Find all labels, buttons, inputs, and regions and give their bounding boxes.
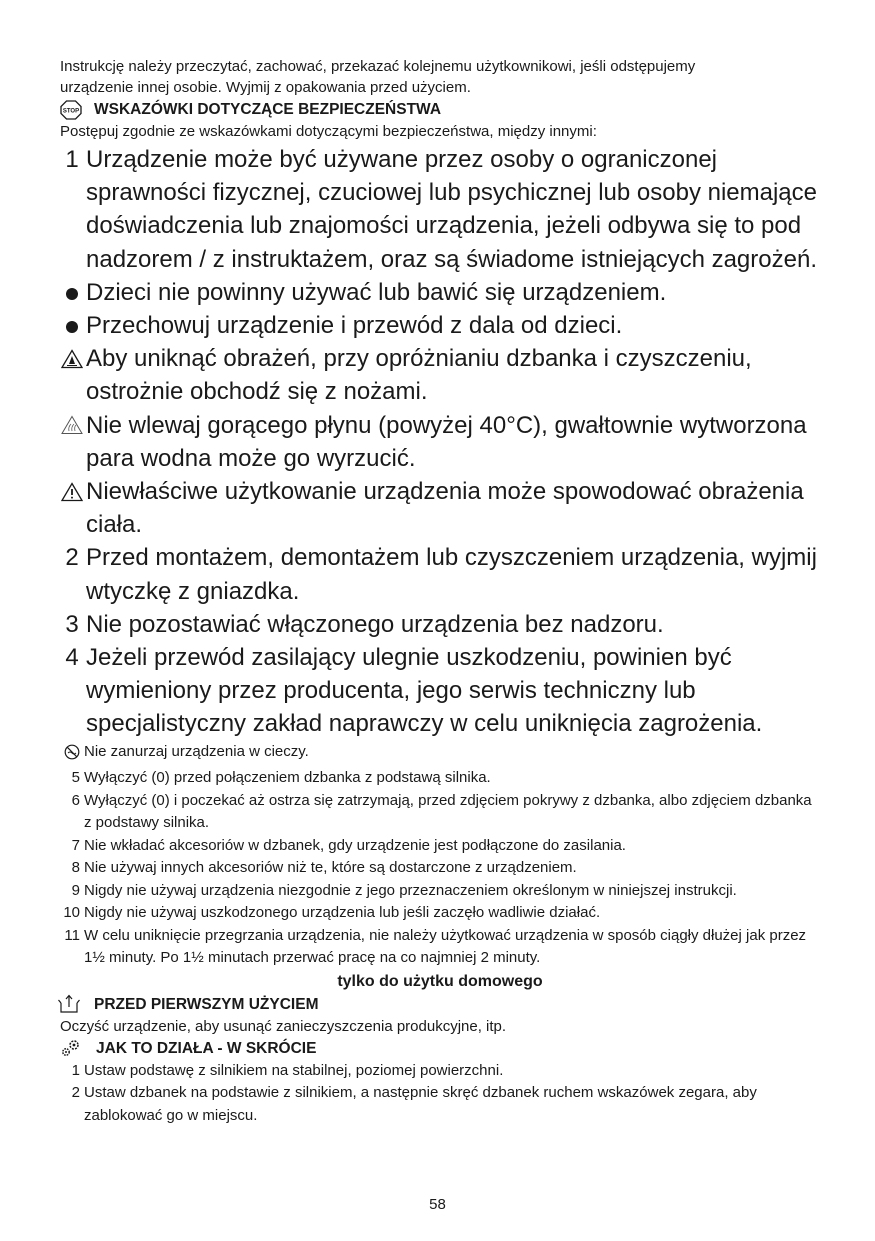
item-text: Nie zanurzaj urządzenia w cieczy. [84, 742, 309, 760]
list-item [60, 475, 820, 541]
list-item [60, 1082, 820, 1127]
item-text: Nie wkładać akcesoriów w dzbanek, gdy urządzenie jest podłączone do zasilania. [84, 836, 626, 854]
list-item [60, 309, 820, 342]
how-it-works-title: JAK TO DZIAŁA - W SKRÓCIE [96, 1039, 317, 1057]
item-text: Nigdy nie używaj urządzenia niezgodnie z jego przeznaczeniem określonym w niniejszej instrukcji. [84, 881, 737, 899]
item-text: Nie pozostawiać włączonego urządzenia bez nadzoru. [86, 610, 664, 638]
stop-icon [60, 100, 82, 120]
blade-warning-icon [60, 342, 84, 375]
item-text: Nie wlewaj gorącego płynu (powyżej 40°C), gwałtownie wytworzona para wodna może go wyrzucić. [86, 411, 807, 472]
list-item [60, 902, 820, 925]
list-item [60, 276, 820, 309]
list-item [60, 790, 820, 835]
no-immerse-icon [60, 741, 84, 768]
svg-text:STOP: STOP [62, 108, 80, 115]
list-item [60, 409, 820, 475]
list-item [60, 1060, 820, 1083]
gears-icon [60, 1038, 82, 1058]
item-number: 9 [71, 881, 80, 899]
item-number: 6 [71, 791, 80, 809]
item-text: Jeżeli przewód zasilający ulegnie uszkodzeniu, powinien być wymieniony przez producenta, jego serwis techniczny lub specjalistyczny zakład naprawczy w celu uniknięcia zagrożenia. [86, 644, 763, 738]
item-text: Ustaw dzbanek na podstawie z silnikiem, a następnie skręć dzbanek ruchem wskazówek zegara, aby zablokować go w miejscu. [84, 1084, 757, 1124]
hot-liquid-warning-icon [60, 409, 84, 442]
list-item [60, 541, 820, 607]
intro-line-1: Instrukcję należy przeczytać, zachować, przekazać kolejnemu użytkownikowi, jeśli odstępujemy [60, 58, 696, 75]
item-text: Wyłączyć (0) przed połączeniem dzbanka z podstawą silnika. [84, 769, 491, 787]
list-item [60, 143, 820, 276]
list-item [60, 857, 820, 880]
item-number: 1 [65, 146, 79, 173]
item-text: Przed montażem, demontażem lub czyszczeniem urządzenia, wyjmij wtyczkę z gniazdka. [86, 544, 817, 605]
before-first-use-text: Oczyść urządzenie, aby usunąć zanieczyszczenia produkcyjne, itp. [60, 1017, 507, 1035]
how-it-works-heading [60, 1037, 820, 1060]
manual-page [60, 56, 820, 1127]
unbox-icon [58, 994, 80, 1014]
item-number: 2 [65, 544, 79, 572]
item-text: Urządzenie może być używane przez osoby o ograniczonej sprawności fizycznej, czuciowej lub psychicznej lub osoby niemające doświadczenia lub znajomości urządzenia, jeżeli odbywa się to pod nadzorem / z instruktażem, oraz są świadome istniejących zagrożeń. [86, 146, 818, 273]
item-number: 2 [71, 1084, 80, 1102]
item-number: 4 [65, 644, 79, 672]
item-number: 1 [71, 1061, 80, 1079]
list-item [60, 741, 820, 768]
item-text: Ustaw podstawę z silnikiem na stabilnej, poziomej powierzchni. [84, 1061, 504, 1079]
before-first-use-heading [60, 993, 820, 1016]
bullet-icon [60, 276, 84, 309]
safety-title: WSKAZÓWKI DOTYCZĄCE BEZPIECZEŃSTWA [94, 101, 442, 118]
item-number: 8 [71, 859, 80, 877]
item-number: 7 [71, 836, 80, 854]
item-text: W celu uniknięcie przegrzania urządzenia, nie należy użytkować urządzenia w sposób ciągły dłużej jak przez 1½ minuty. Po 1½ minutach przerwać pracę na co najmniej 2 minuty. [84, 926, 807, 967]
item-text: Niewłaściwe użytkowanie urządzenia może spowodować obrażenia ciała. [86, 478, 804, 539]
how-it-works-list [60, 1060, 820, 1128]
list-item [60, 925, 820, 970]
item-number: 3 [65, 610, 79, 638]
page-number: 58 [429, 1196, 446, 1213]
item-text: Wyłączyć (0) i poczekać aż ostrza się zatrzymają, przed zdjęciem pokrywy z dzbanka, albo zdjęciem dzbanka z podstawy silnika. [84, 791, 812, 832]
bullet-icon [60, 309, 84, 342]
warning-icon [60, 475, 84, 508]
item-text: Przechowuj urządzenie i przewód z dala od dzieci. [86, 312, 623, 340]
item-text: Nigdy nie używaj uszkodzonego urządzenia lub jeśli zaczęło wadliwie działać. [84, 904, 601, 922]
safety-heading [60, 98, 820, 121]
item-number: 10 [63, 904, 80, 922]
list-item [60, 342, 820, 408]
intro-line-2: urządzenie innej osobie. Wyjmij z opakowania przed użyciem. [60, 79, 471, 96]
item-text: Dzieci nie powinny używać lub bawić się urządzeniem. [86, 278, 667, 306]
before-first-use-title: PRZED PIERWSZYM UŻYCIEM [94, 995, 319, 1013]
item-number: 5 [71, 769, 80, 787]
list-item [60, 767, 820, 790]
list-item [60, 608, 820, 641]
item-text: Nie używaj innych akcesoriów niż te, które są dostarczone z urządzeniem. [84, 859, 577, 877]
household-use-note: tylko do użytku domowego [337, 972, 543, 990]
safety-subtitle: Postępuj zgodnie ze wskazówkami dotyczącymi bezpieczeństwa, między innymi: [60, 123, 597, 140]
list-item [60, 641, 820, 741]
small-safety-list [60, 741, 820, 970]
item-number: 11 [64, 926, 80, 944]
list-item [60, 835, 820, 858]
list-item [60, 880, 820, 903]
safety-list [60, 143, 820, 741]
item-text: Aby uniknąć obrażeń, przy opróżnianiu dzbanka i czyszczeniu, ostrożnie obchodź się z nożami. [86, 345, 752, 406]
